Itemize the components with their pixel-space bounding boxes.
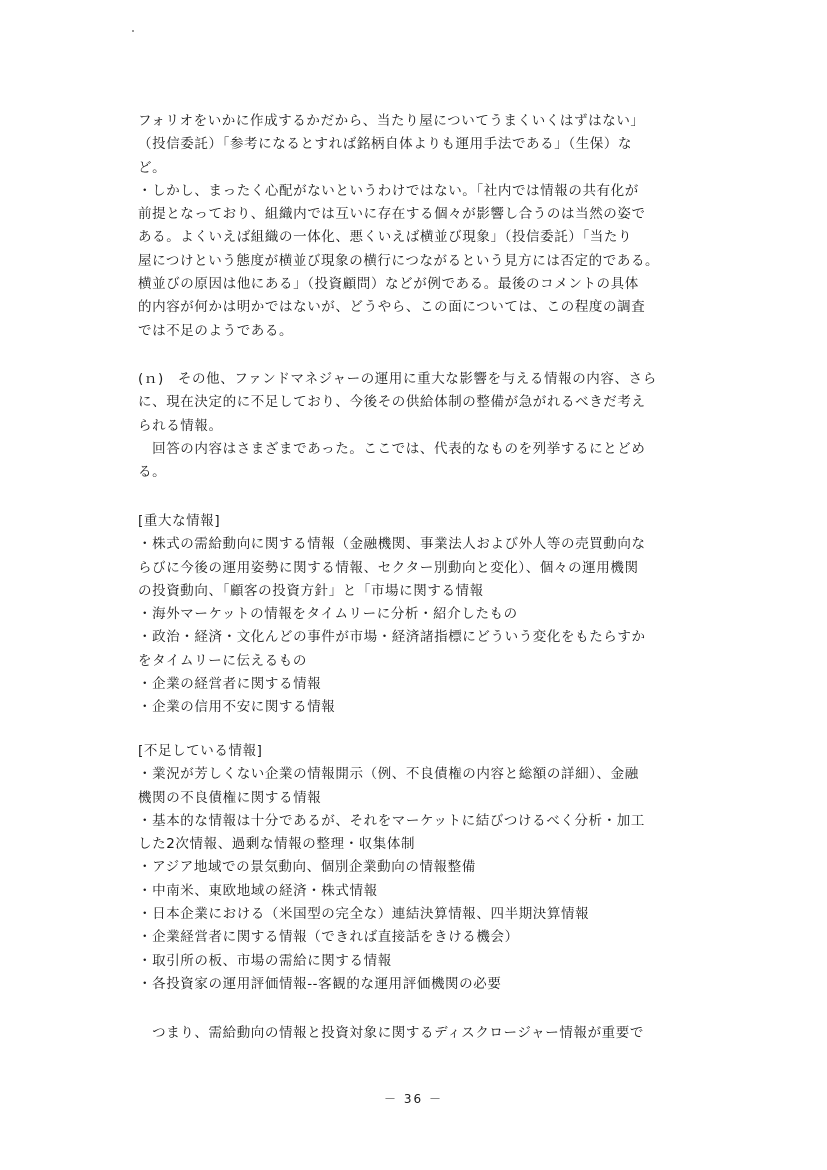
- text-line: では不足のようである。: [138, 322, 294, 339]
- list-item: ・中南米、東欧地域の経済・株式情報: [138, 882, 378, 899]
- scan-speck: [132, 30, 134, 32]
- text-line: る。: [138, 464, 167, 481]
- text-line: 屋につけという態度が横並び現象の横行につながるという見方には否定的である。: [138, 252, 660, 269]
- paragraph-closing: [138, 1022, 738, 1045]
- list-item: ・業況が芳しくない企業の情報開示（例、不良債権の内容と総額の詳細）、金融: [138, 766, 639, 783]
- list-item: ・企業の経営者に関する情報: [138, 676, 322, 693]
- list-item: ・アジア地域での景気動向、個別企業動向の情報整備: [138, 859, 476, 876]
- list-item: をタイムリーに伝えるもの: [138, 652, 307, 669]
- section-important-information: [138, 510, 738, 720]
- text-line: 的内容が何かは明かではないが、どうやら、この面については、この程度の調査: [138, 299, 646, 316]
- paragraph-other-information: [138, 368, 738, 484]
- list-item: ・企業経営者に関する情報（できれば直接話をきける機会）: [138, 929, 519, 946]
- list-item: ・株式の需給動向に関する情報（金融機関、事業法人および外人等の売買動向な: [138, 536, 646, 553]
- text-line: (ｎ) その他、ファンドマネジャーの運用に重大な影響を与える情報の内容、さら: [138, 371, 657, 387]
- list-item: ・企業の信用不安に関する情報: [138, 699, 336, 716]
- list-item: ・政治・経済・文化んどの事件が市場・経済諸指標にどういう変化をもたらすか: [138, 629, 646, 646]
- text-line: 前提となっており、組織内では互いに存在する個々が影響し合うのは当然の姿で: [138, 206, 646, 223]
- text-line: フォリオをいかに作成するかだから、当たり屋についてうまくいくはずはない」: [138, 113, 645, 129]
- text-line: 横並びの原因は他にある」（投資顧問）などが例である。最後のコメントの具体: [138, 276, 639, 293]
- text-line: ど。: [138, 159, 167, 176]
- list-item: ・各投資家の運用評価情報--客観的な運用評価機関の必要: [138, 975, 502, 992]
- page-number: － 36 －: [384, 1092, 443, 1106]
- section-heading: [重大な情報]: [138, 513, 221, 529]
- list-item: した2次情報、過剰な情報の整理・収集体制: [138, 836, 416, 853]
- text-line: 回答の内容はさまざまであった。ここでは、代表的なものを列挙するにとどめ: [138, 440, 646, 457]
- list-item: ・取引所の板、市場の需給に関する情報: [138, 952, 392, 969]
- list-item: の投資動向、「顧客の投資方針」と「市場に関する情報: [138, 582, 484, 599]
- text-line: ある。よくいえば組織の一体化、悪くいえば横並び現象」（投信委託）「当たり: [138, 229, 633, 246]
- section-lacking-information: [138, 740, 738, 996]
- text-line: に、現在決定的に不足しており、今後その供給体制の整備が急がれるべきだ考え: [138, 394, 646, 411]
- paragraph-investment-comments: [138, 110, 738, 343]
- text-line: （投信委託）「参考になるとすれば銘柄自体よりも運用手法である」（生保）な: [138, 136, 633, 153]
- list-item: ・海外マーケットの情報をタイムリーに分析・紹介したもの: [138, 606, 518, 623]
- list-item: らびに今後の運用姿勢に関する情報、セクター別動向と変化）、個々の運用機関: [138, 559, 639, 576]
- section-heading: [不足している情報]: [138, 743, 263, 759]
- list-item: ・基本的な情報は十分であるが、それをマーケットに結びつけるべく分析・加工: [138, 812, 645, 829]
- list-item: 機関の不良債権に関する情報: [138, 789, 322, 806]
- text-line: られる情報。: [138, 417, 223, 434]
- text-line: ・しかし、まったく心配がないというわけではない。「社内では情報の共有化が: [138, 182, 639, 199]
- list-item: ・日本企業における（米国型の完全な）連結決算情報、四半期決算情報: [138, 906, 590, 923]
- text-line: つまり、需給動向の情報と投資対象に関するディスクロージャー情報が重要で: [138, 1025, 644, 1041]
